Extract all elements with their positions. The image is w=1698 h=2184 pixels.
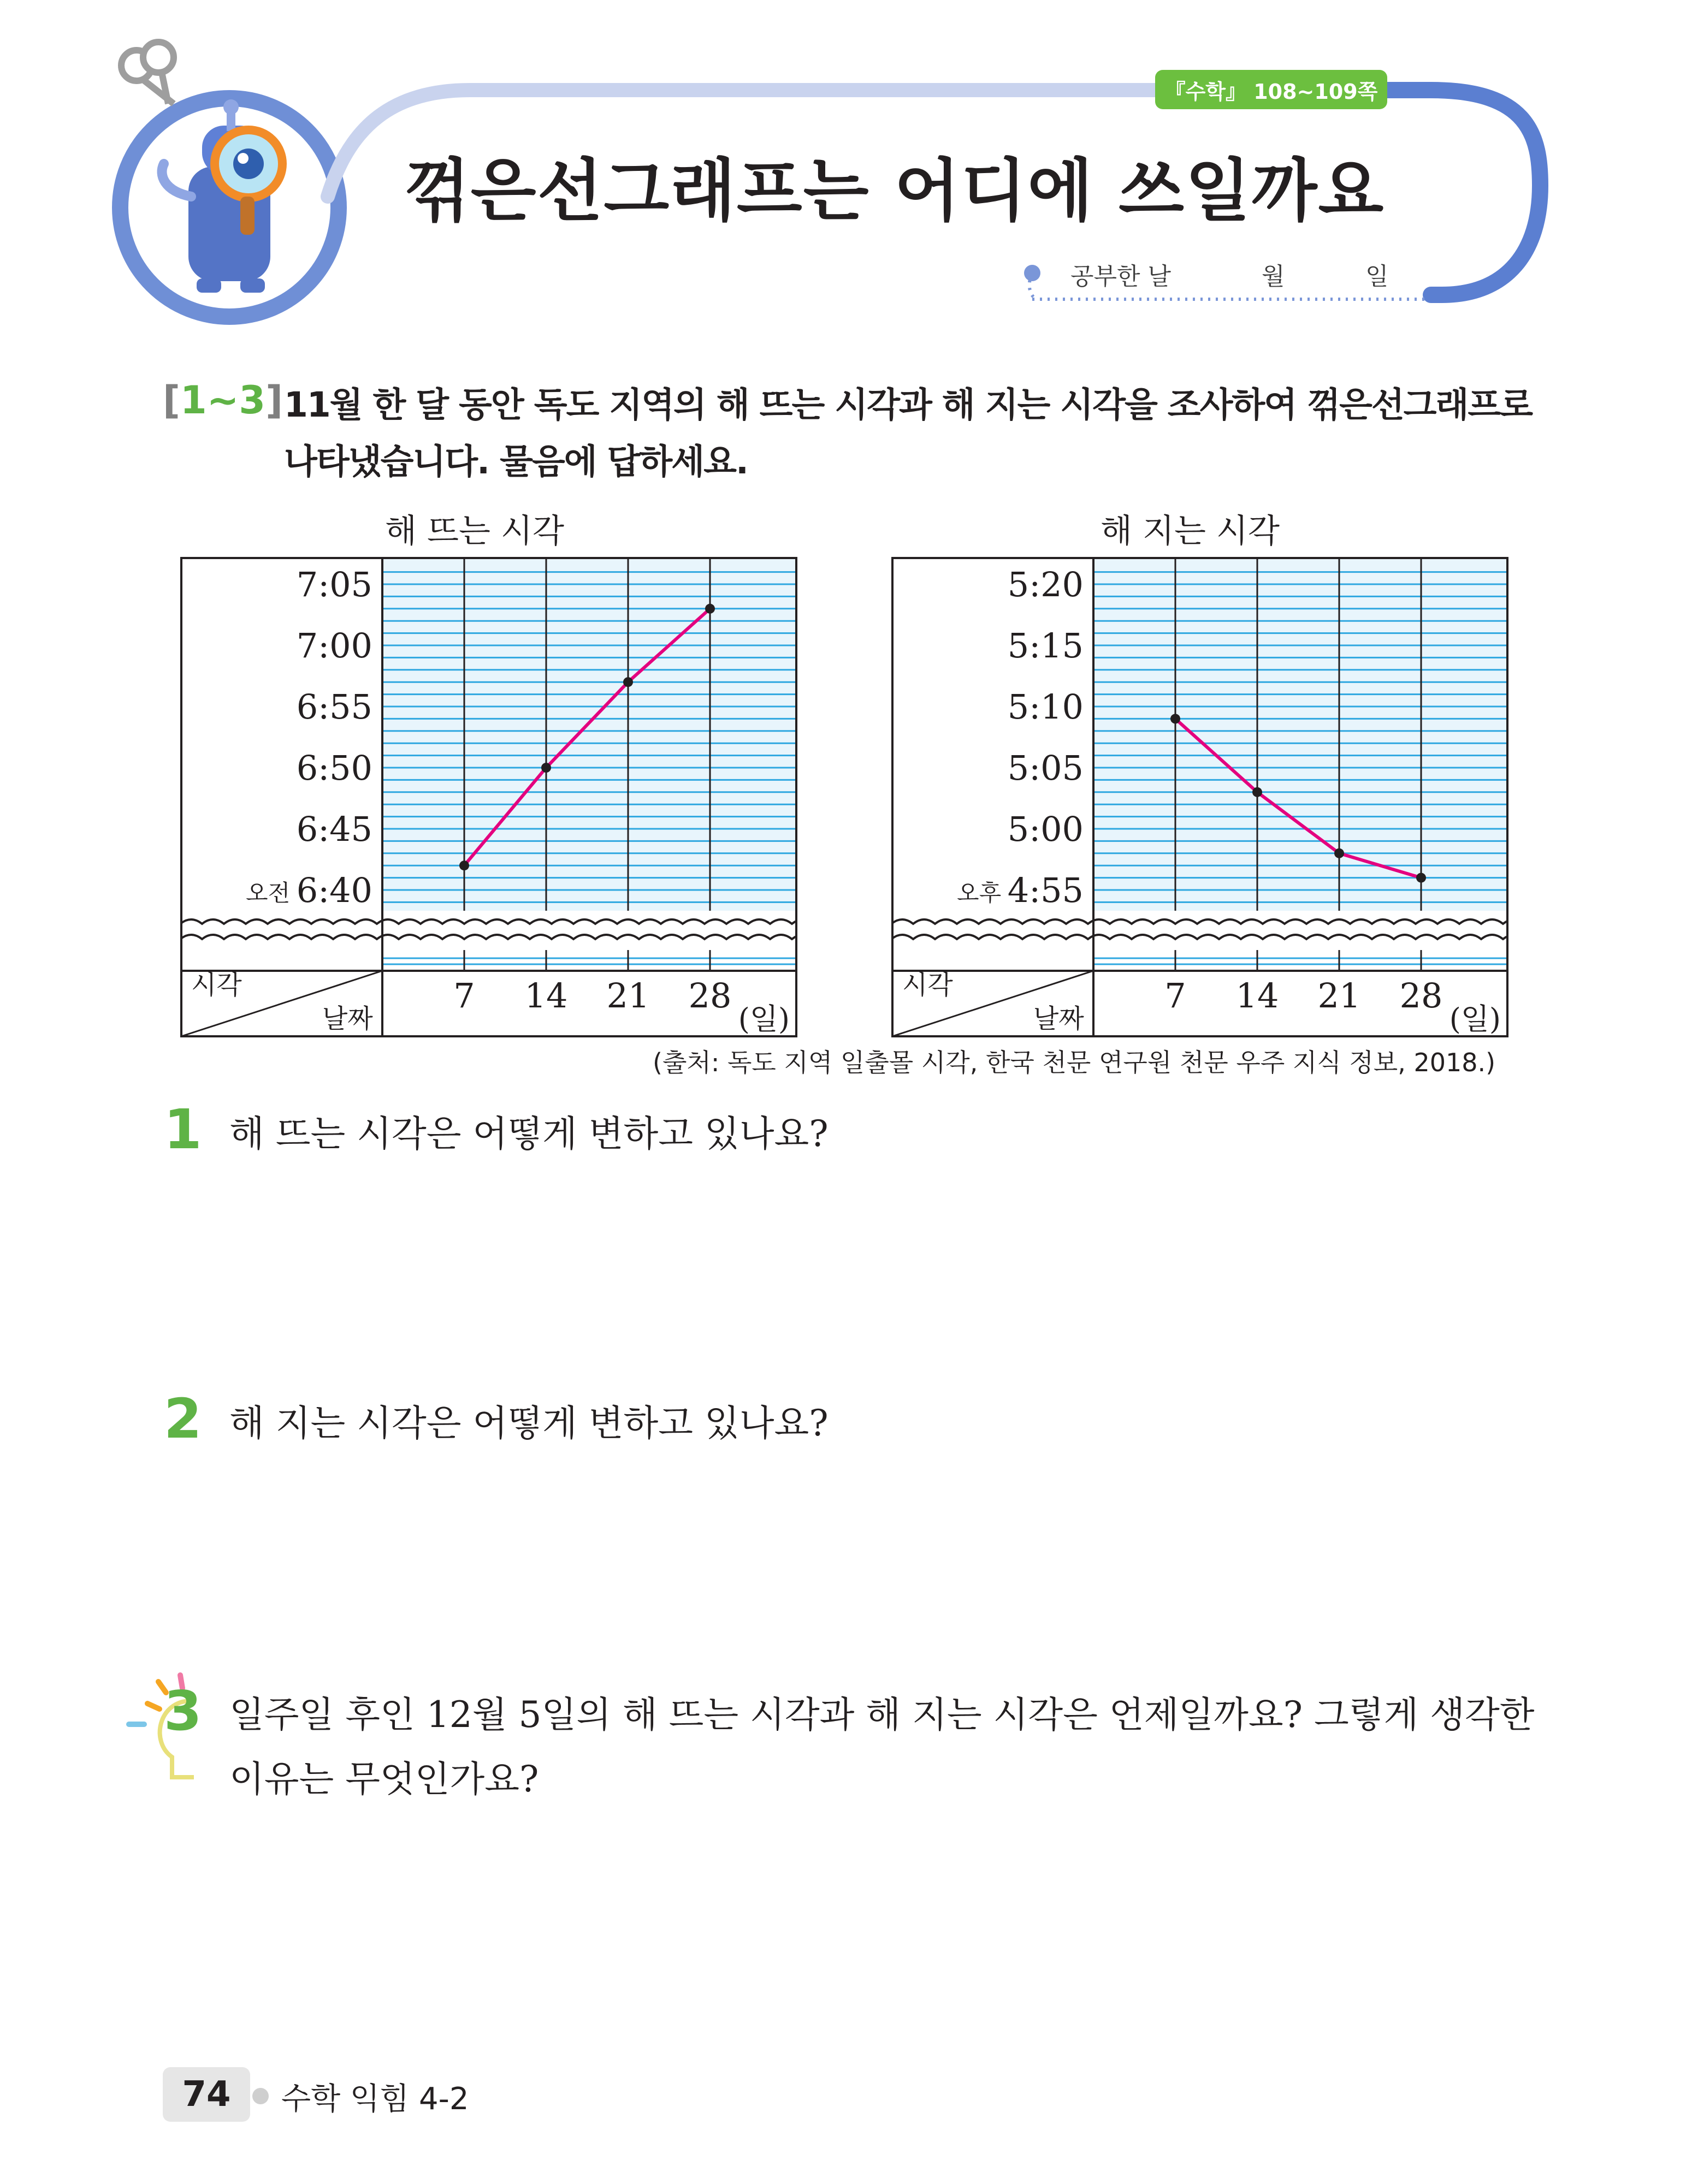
chart-y-prefix: 오전 <box>246 880 291 906</box>
chart-x-tick-label: 14 <box>1235 976 1279 1016</box>
chart-x-unit: (일) <box>738 1002 790 1036</box>
question-3-line-1: 일주일 후인 12월 5일의 해 뜨는 시각과 해 지는 시각은 언제일까요? 그렇게 생각한 <box>229 1694 1535 1736</box>
chart-y-tick-label: 6:55 <box>296 687 372 727</box>
question-2-number: 2 <box>164 1387 202 1451</box>
chart-y-tick-label: 4:55 <box>1007 870 1084 910</box>
chart-y-tick-label: 6:45 <box>296 809 372 849</box>
problem-range: [1~3] <box>163 378 283 423</box>
study-date-bullet <box>1024 265 1040 281</box>
footer-bullet <box>252 2088 269 2104</box>
chart-data-point <box>459 860 469 870</box>
chart-plot-area <box>382 558 796 911</box>
chart-x-tick-label: 7 <box>453 976 475 1016</box>
chart-data-point <box>541 763 551 773</box>
chart-y-tick-label: 7:05 <box>296 565 372 604</box>
study-month-label: 월 <box>1262 263 1285 290</box>
chart-y-prefix: 오후 <box>957 880 1002 906</box>
chart-break-gap <box>180 911 797 950</box>
chart-y-tick-label: 5:20 <box>1007 565 1084 604</box>
study-day-label: 일 <box>1365 263 1389 290</box>
chart-y-tick-label: 5:15 <box>1007 626 1084 666</box>
sunrise-chart-title: 해 뜨는 시각 <box>385 512 564 550</box>
scissors-icon <box>121 42 174 104</box>
chart-plot-area <box>1093 558 1507 911</box>
sunset-chart-title: 해 지는 시각 <box>1101 512 1280 550</box>
chart-x-tick-label: 28 <box>688 976 732 1016</box>
question-2-text: 해 지는 시각은 어떻게 변하고 있나요? <box>229 1402 829 1444</box>
book-name: 수학 익힘 4-2 <box>281 2081 469 2117</box>
header-top-band-blue <box>1387 90 1540 295</box>
chart-x-tick-label: 21 <box>606 976 650 1016</box>
page-title: 꺾은선그래프는 어디에 쓰일까요 <box>404 152 1385 230</box>
problem-range-numbers: 1~3 <box>180 378 266 423</box>
chart-x-axis-label: 날짜 <box>1033 1004 1084 1034</box>
reference-tag: 『수학』 108~109쪽 <box>1155 70 1387 109</box>
sunrise-chart <box>180 557 797 1037</box>
chart-source: (출처: 독도 지역 일출몰 시각, 한국 천문 연구원 천문 우주 지식 정보, 2018.) <box>653 1048 1496 1077</box>
chart-y-tick-label: 5:10 <box>1007 687 1084 727</box>
sunset-chart <box>891 557 1508 1037</box>
chart-data-point <box>1334 848 1344 858</box>
study-date-label: 공부한 날 <box>1070 263 1172 290</box>
chart-break-gap <box>891 911 1508 950</box>
chart-y-tick-label: 6:40 <box>296 870 372 910</box>
question-3-text <box>229 1683 1551 1812</box>
chart-data-point <box>623 677 633 687</box>
chart-data-point <box>1416 873 1426 883</box>
chart-y-tick-label: 7:00 <box>296 626 372 666</box>
instructions-line-1: 11월 한 달 동안 독도 지역의 해 뜨는 시각과 해 지는 시각을 조사하여 꺾은선그래프로 <box>284 385 1533 425</box>
chart-data-point <box>1252 787 1262 797</box>
chart-y-tick-label: 6:50 <box>296 748 372 788</box>
chart-y-tick-label: 5:00 <box>1007 809 1084 849</box>
question-1-text: 해 뜨는 시각은 어떻게 변하고 있나요? <box>229 1113 829 1155</box>
chart-y-axis-label: 시각 <box>902 970 953 1000</box>
chart-x-tick-label: 7 <box>1164 976 1186 1016</box>
robot-with-magnifier-icon <box>162 99 282 293</box>
chart-x-unit: (일) <box>1449 1002 1501 1036</box>
chart-data-point <box>1170 714 1180 723</box>
chart-x-tick-label: 21 <box>1317 976 1361 1016</box>
question-3-line-2: 이유는 무엇인가요? <box>229 1758 539 1800</box>
chart-x-tick-label: 28 <box>1399 976 1443 1016</box>
question-3-number: 3 <box>164 1679 202 1743</box>
chart-data-point <box>705 604 715 614</box>
page-number: 74 <box>163 2067 250 2122</box>
chart-y-axis-label: 시각 <box>191 970 242 1000</box>
instructions-line-2: 나타냈습니다. 물음에 답하세요. <box>284 442 748 482</box>
chart-y-tick-label: 5:05 <box>1007 748 1084 788</box>
question-1-number: 1 <box>164 1097 202 1161</box>
chart-x-tick-label: 14 <box>524 976 568 1016</box>
instructions <box>284 377 1540 490</box>
chart-x-axis-label: 날짜 <box>322 1004 373 1034</box>
